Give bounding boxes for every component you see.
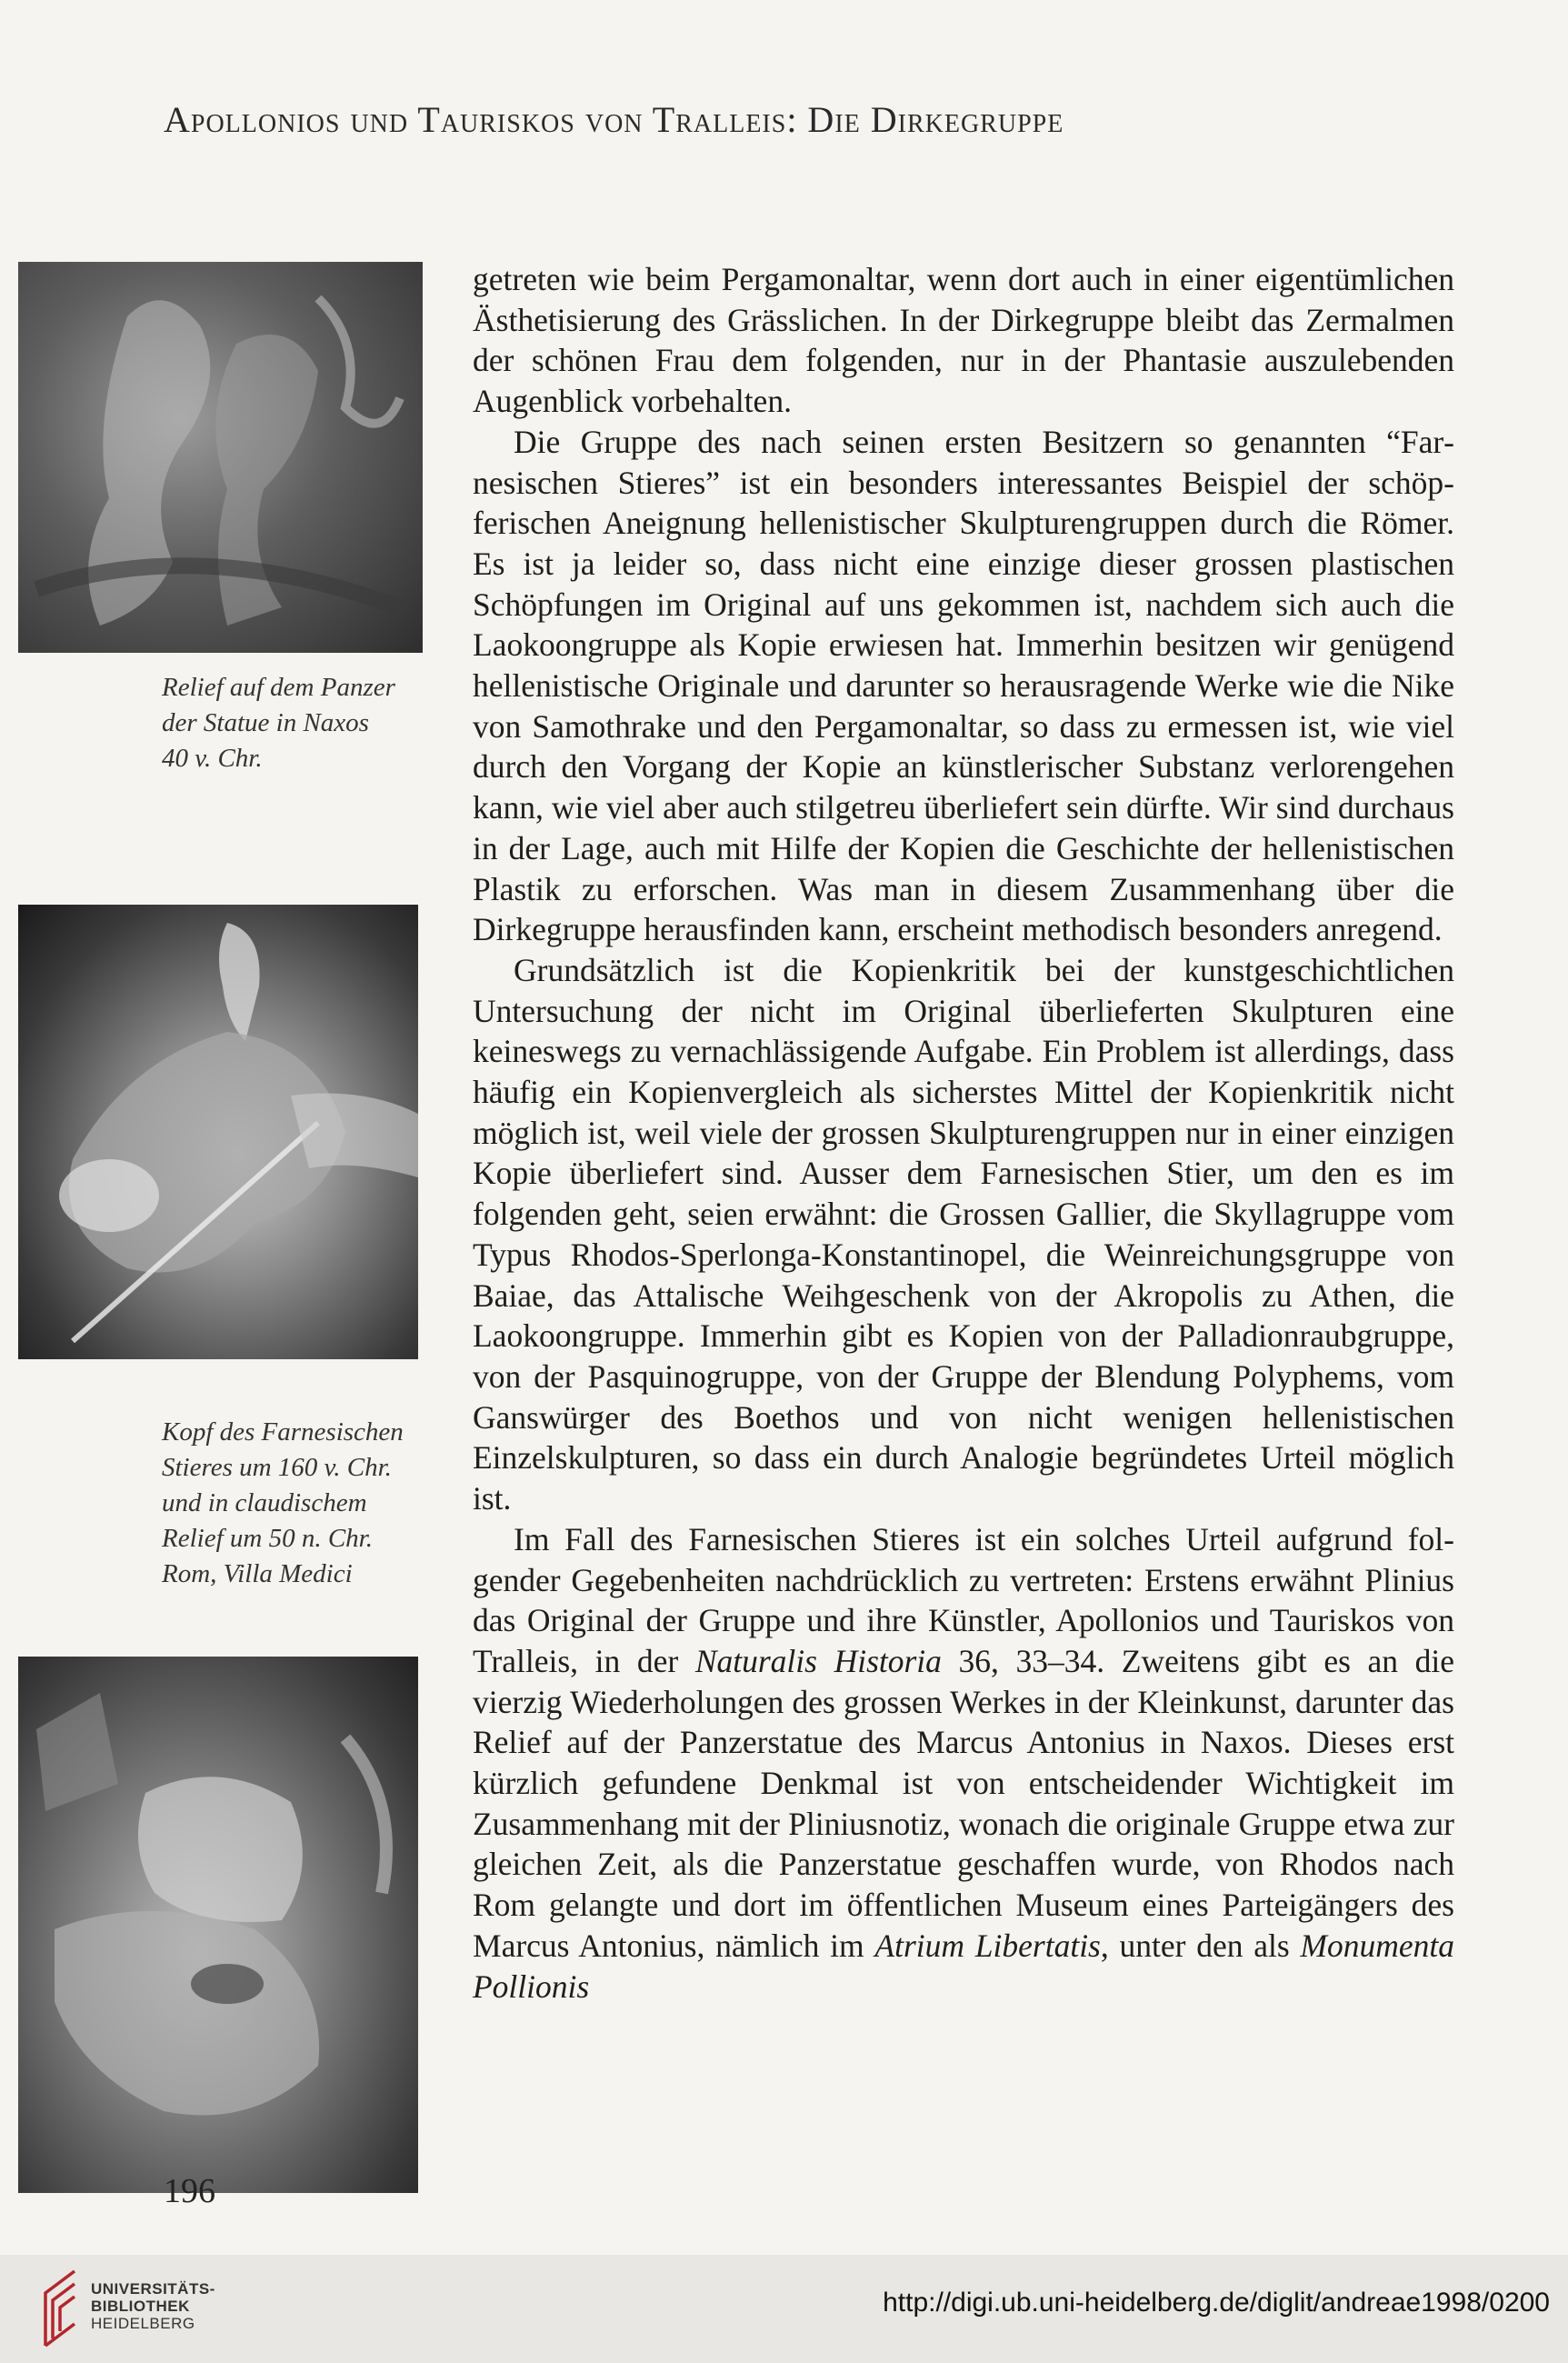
caption-line: Relief auf dem Panzer	[162, 673, 395, 702]
relief-photo-icon	[18, 262, 423, 653]
caption-line: der Statue in Naxos	[162, 708, 369, 737]
logo-line: HEIDELBERG	[91, 2315, 195, 2332]
bull-head-photo-icon	[18, 905, 418, 1359]
text-run: Im Fall des Farnesischen Stieres ist ein solches Urteil aufgrund folgender Gegebenheiten nachdrücklich zu vertreten: Erstens erwähnt Plinius das Original der Gruppe und ihre Künstler, Apollonios und Tauriskos von Tralleis, in der	[473, 1520, 1454, 1679]
figure-bull-head-photo	[18, 905, 418, 1359]
italic-title: Naturalis Historia	[694, 1642, 942, 1679]
library-logo-text	[91, 2280, 215, 2332]
body-paragraph	[473, 259, 1454, 422]
text-run: Die Gruppe des nach seinen ersten Besitzern so genannten “Farnesischen Stieres” ist ein besonders interessantes Beispiel der schöpferischen Aneignung hellenistischer Skulpturengruppen durch die Römer. Es ist ja leider so, dass nicht eine einzige dieser grossen plastischen Schöpfungen im Original auf uns gekommen ist, nachdem sich auch die Laokoongruppe als Kopie erwiesen hat. Immerhin besitzen wir genügend hellenistische Originale und darunter so herausragende Werke wie die Nike von Samothrake und den Pergamonaltar, so dass zu ermessen ist, wie viel durch den Vorgang der Kopie an künstlerischer Substanz verlorengehen kann, wie viel aber auch stilgetreu überliefert sein dürfte. Wir sind durchaus in der Lage, auch mit Hilfe der Kopien die Geschichte der hellenistischen Plastik zu erforschen. Was man in diesem Zusammenhang über die Dirkegruppe herausfinden kann, erscheint methodisch besonders anregend.	[473, 423, 1454, 948]
figure-relief-bull-photo	[18, 1657, 418, 2193]
italic-title: Atrium Libertatis	[874, 1927, 1101, 1964]
italic-title: Monumenta Pollionis	[473, 1927, 1454, 2005]
caption-line: Stieres um 160 v. Chr.	[162, 1453, 392, 1482]
caption-line: 40 v. Chr.	[162, 744, 263, 773]
source-url-link[interactable]: http://digi.ub.uni-heidelberg.de/diglit/andreae1998/0200	[883, 2288, 1550, 2318]
library-logo-icon	[36, 2266, 82, 2352]
body-paragraph	[473, 950, 1454, 1519]
page-number: 196	[164, 2172, 215, 2210]
text-run: 36, 33–34. Zweitens gibt es an die vierzig Wiederholungen des grossen Werkes in der Kleinkunst, darunter das Relief auf der Panzerstatue des Marcus Antonius in Naxos. Dieses erst kürzlich gefundene Denkmal ist von entscheidender Wichtigkeit im Zusammenhang mit der Pliniusnotiz, wonach die originale Gruppe etwa zur gleichen Zeit, als die Panzerstatue geschaffen wurde, von Rhodos nach Rom gelangte und dort im öffentlichen Museum eines Parteigängers des Marcus Antonius, nämlich im	[473, 1642, 1454, 1964]
text-run: Grundsätzlich ist die Kopienkritik bei der kunstgeschichtlichen Untersuchung der nicht im Original überlieferten Skulpturen eine keineswegs zu vernachlässigende Aufgabe. Ein Problem ist allerdings, dass häufig ein Kopienvergleich als sicherstes Mittel der Kopienkritik nicht möglich ist, weil viele der grossen Skulpturengruppen nur in einer einzigen Kopie überliefert sind. Ausser dem Farnesischen Stier, um den es im folgenden geht, seien erwähnt: die Grossen Gallier, die Skyllagruppe vom Typus Rhodos-Sperlonga-Konstantinopel, die Weinreichungsgruppe von Baiae, das Attalische Weihgeschenk von der Akropolis zu Athen, die Laokoongruppe. Immerhin gibt es Kopien von der Palladionraubgruppe, von der Pasquinogruppe, von der Gruppe der Blendung Polyphems, vom Ganswürger des Boethos und von nicht wenigen hellenistischen Einzelskulpturen, so dass ein durch Analogie begründetes Urteil möglich ist.	[473, 951, 1454, 1517]
relief-bull-photo-icon	[18, 1657, 418, 2193]
caption-line: und in claudischem	[162, 1488, 367, 1517]
footer	[0, 2255, 1568, 2363]
caption-line: Kopf des Farnesischen	[162, 1417, 404, 1447]
caption-line: Relief um 50 n. Chr.	[162, 1524, 373, 1553]
logo-line: UNIVERSITÄTS-	[91, 2280, 215, 2298]
figure-relief-photo	[18, 262, 423, 653]
caption-figure-1	[162, 670, 434, 776]
body-paragraph	[473, 1519, 1454, 2007]
caption-line: Rom, Villa Medici	[162, 1559, 353, 1588]
text-run: getreten wie beim Pergamonaltar, wenn dort auch in einer eigentümlichen Ästhetisierung des Grässlichen. In der Dirkegruppe bleibt das Zermalmen der schönen Frau dem folgenden, nur in der Phantasie auszulebenden Augenblick vorbehalten.	[473, 261, 1454, 420]
caption-figure-2	[162, 1415, 434, 1592]
running-head: Apollonios und Tauriskos von Tralleis: Die Dirkegruppe	[164, 99, 1064, 140]
text-run: , unter den als	[1100, 1927, 1301, 1964]
body-text	[473, 259, 1454, 2007]
body-paragraph	[473, 422, 1454, 950]
logo-line: BIBLIOTHEK	[91, 2298, 190, 2315]
